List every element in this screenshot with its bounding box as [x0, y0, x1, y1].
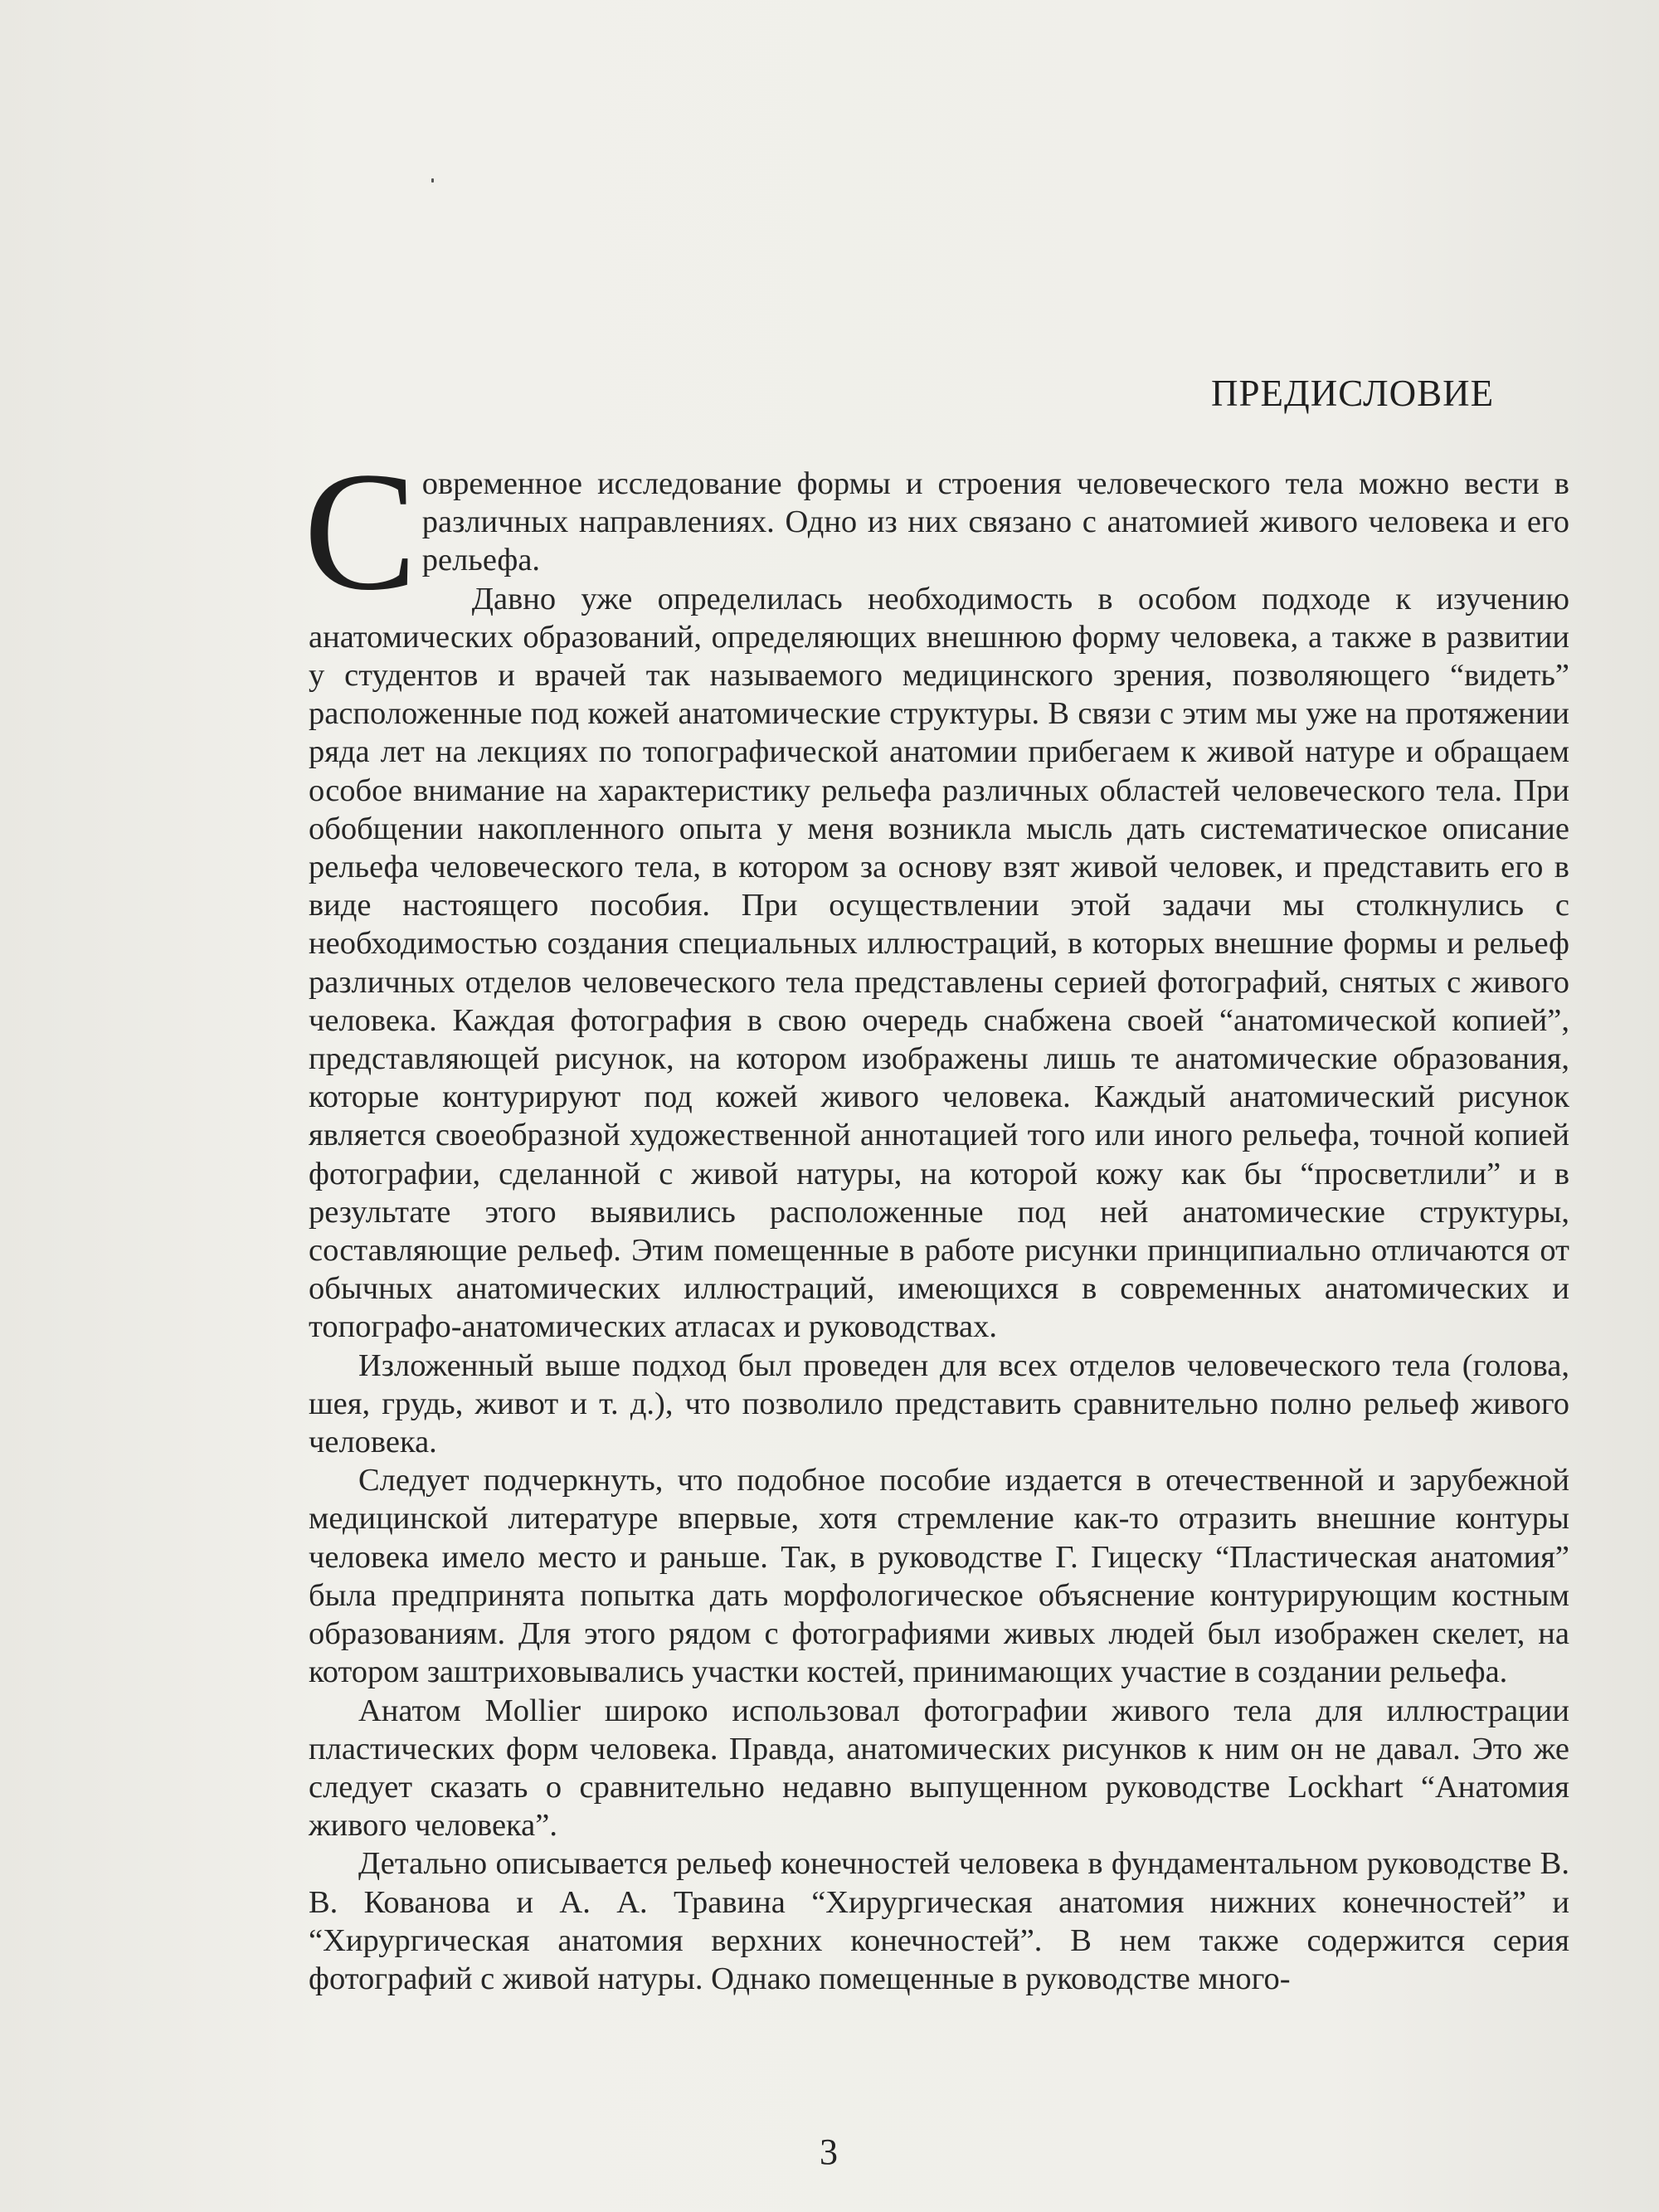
paragraph-1 — [304, 437, 1569, 626]
paragraph-5: Анатом Mollier широко использовал фотографии живого тела для иллюстрации пластических форм человека. Правда, анатомических рисунков к ним он не давал. Это же следует сказать о сравнительно недавно выпущенном руководстве Lockhart “Анатомия живого человека”. — [309, 1693, 1569, 1844]
paragraph-6: Детально описывается рельеф конечностей человека в фундаментальном руководстве В. В. Кованова и А. А. Травина “Хирургическая анатомия нижних конечностей” и “Хирургическая анатомия верхних конечностей”. В нем также содержится серия фотографий с живой натуры. Однако помещенные в руководстве много- — [309, 1846, 1569, 1996]
drop-cap-letter: С — [304, 437, 417, 626]
paragraph-2: Давно уже определилась необходимость в особом подходе к изучению анатомических образований, определяющих внешнюю форму человека, а также в развитии у студентов и врачей так называемого медицинского зрения, позволяющего “видеть” расположенные под кожей анатомические структуры. В связи с этим мы уже на протяжении ряда лет на лекциях по топографической анатомии прибегаем к живой натуре и обращаем особое внимание на характеристику рельефа различных областей человеческого тела. При обобщении накопленного опыта у меня возникла мысль дать систематическое описание рельефа человеческого тела, в котором за основу взят живой человек, и представить его в виде настоящего пособия. При осуществлении этой задачи мы столкнулись с необходимостью создания специальных иллюстраций, в которых внешние формы и рельеф различных отделов человеческого тела представлены серией фотографий, снятых с живого человека. Каждая фотография в свою очередь снабжена своей “анатомической копией”, представляющей рисунок, на котором изображены лишь те анатомические образования, которые контурируют под кожей живого человека. Каждый анатомический рисунок является своеобразной художественной аннотацией того или иного рельефа, точной копией фотографии, сделанной с живой натуры, на которой кожу как бы “просветлили” и в результате этого выявились расположенные под ней анатомические структуры, составляющие рельеф. Этим помещенные в работе рисунки принципиально отличаются от обычных анатомических иллюстраций, имеющихся в современных анатомических и топографо-анатомических атласах и руководствах. — [309, 581, 1569, 1345]
paragraph-3: Изложенный выше подход был проведен для всех отделов человеческого тела (голова, шея, грудь, живот и т. д.), что позволило представить сравнительно полно рельеф живого человека. — [309, 1347, 1569, 1460]
paragraph-4: Следует подчеркнуть, что подобное пособие издается в отечественной и зарубежной медицинской литературе впервые, хотя стремление как-то отразить внешние контуры человека имело место и раньше. Так, в руководстве Г. Гицеску “Пластическая анатомия” была предпринята попытка дать морфологическое объяснение контурирующим костным образованиям. Для этого рядом с фотографиями живых людей был изображен скелет, на котором заштриховывались участки костей, принимающих участие в создании рельефа. — [309, 1463, 1569, 1690]
page-title: ПРЕДИСЛОВИЕ — [1211, 373, 1495, 414]
body-text — [304, 437, 1569, 1998]
page-number: 3 — [820, 2132, 838, 2172]
paragraph-1-text: овременное исследование формы и строения человеческого тела можно вести в различных направлениях. Одно из них связано с анатомией живого человека и его рельефа. — [421, 466, 1569, 578]
paper-speck — [431, 178, 434, 183]
